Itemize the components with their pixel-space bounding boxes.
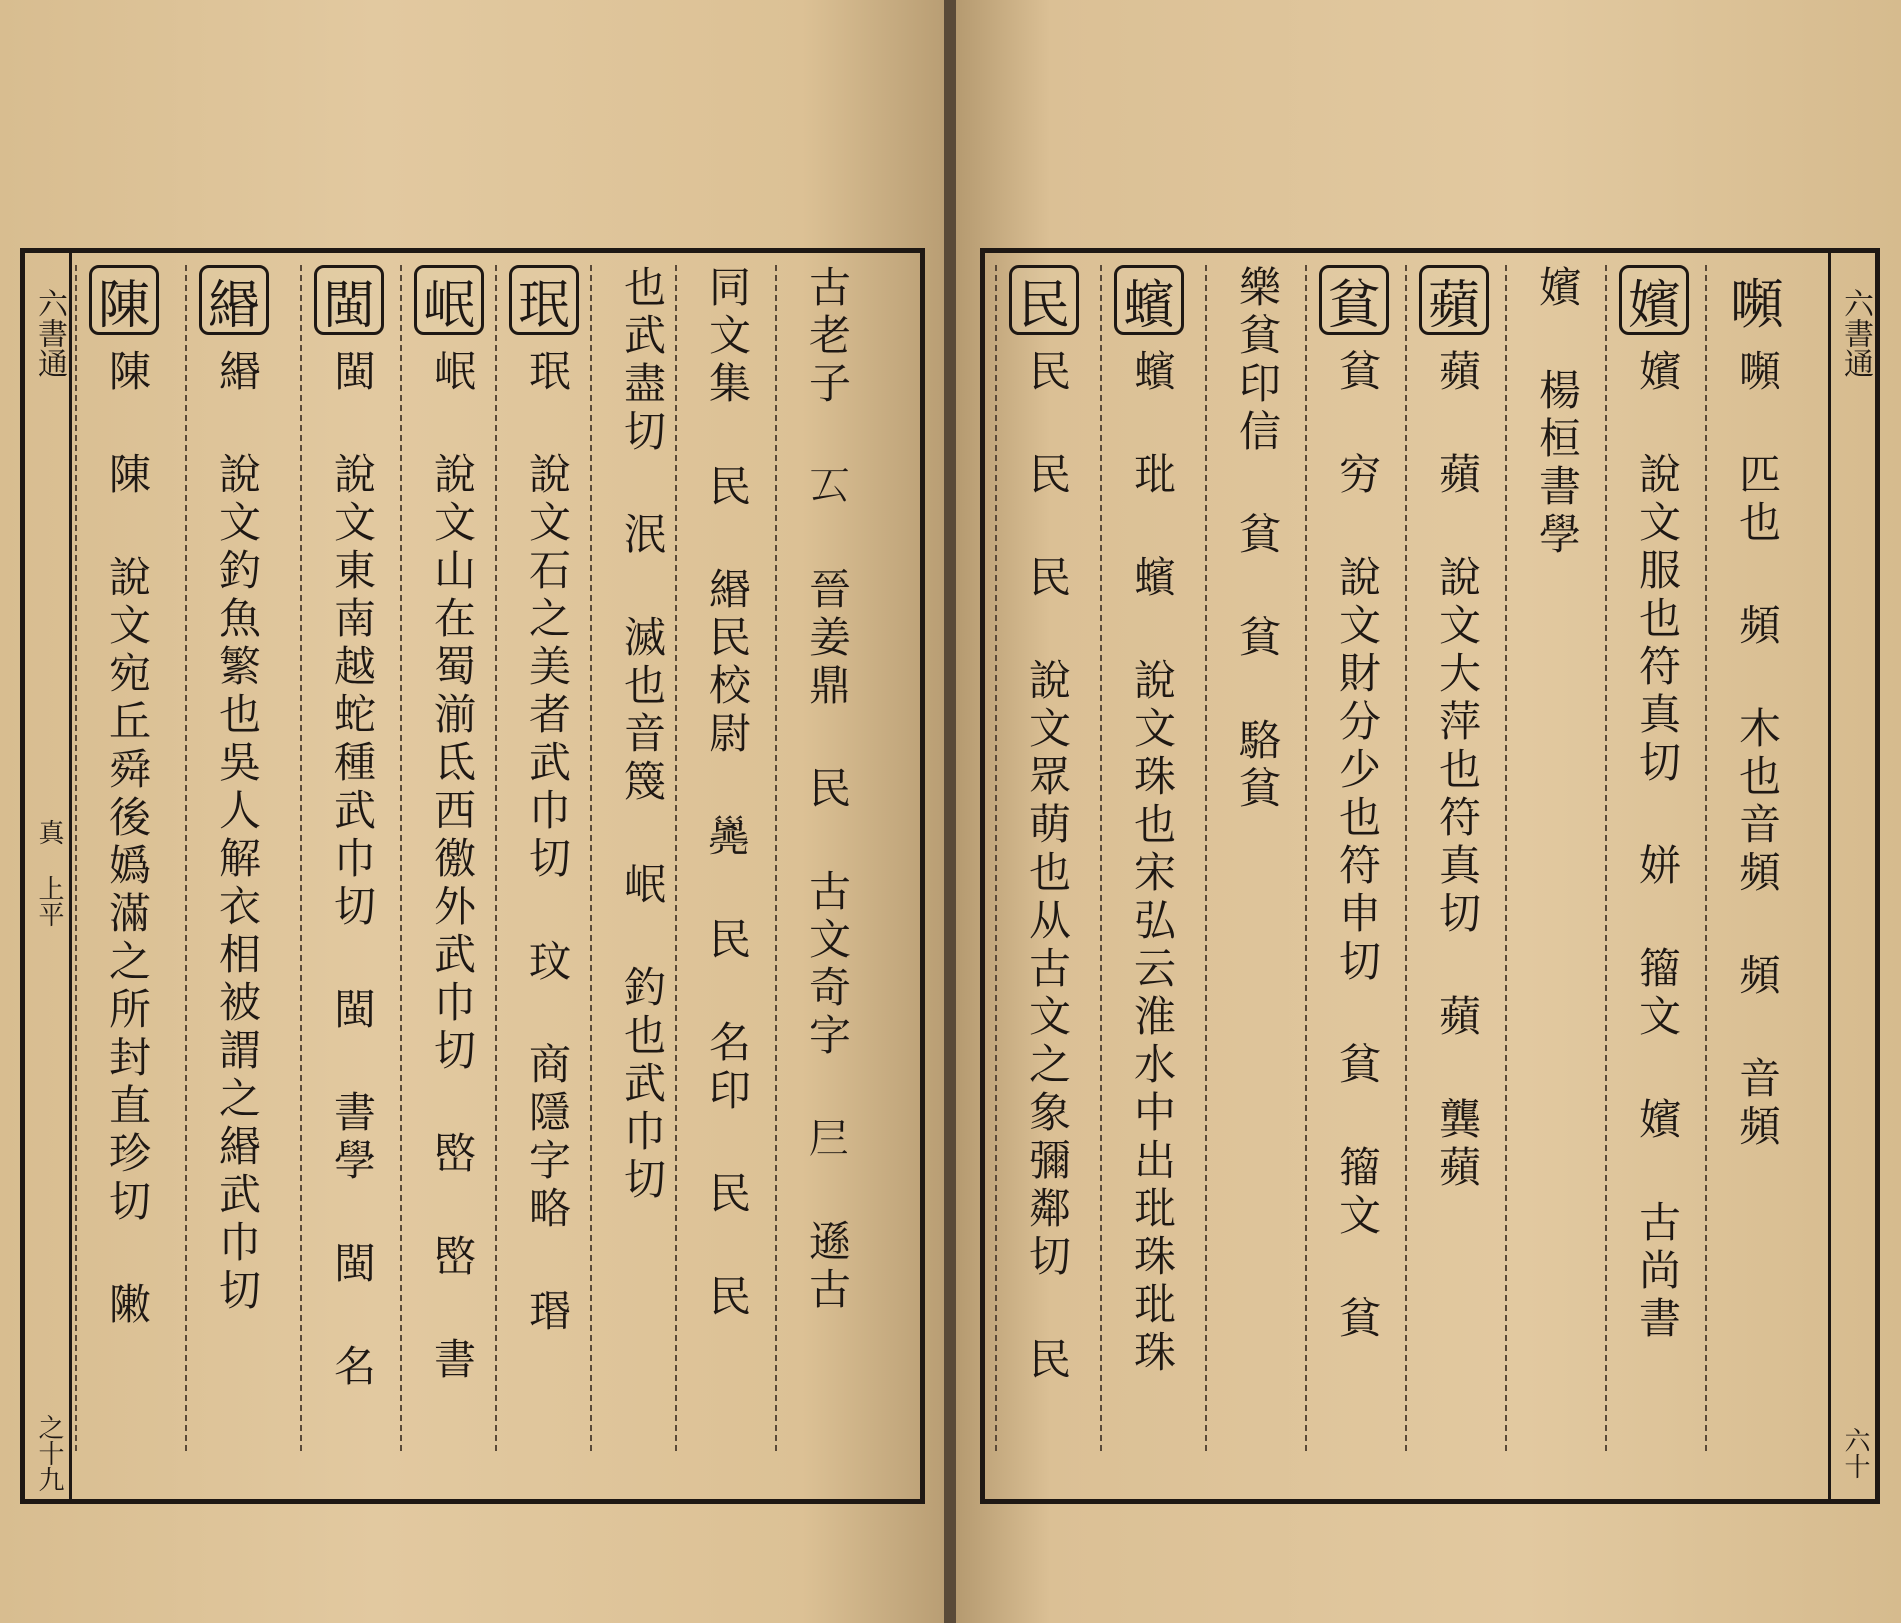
left-column-5 — [400, 265, 502, 1451]
left-page-frame — [20, 248, 925, 1504]
column-text: 閩 說文東南越蛇種武巾切 閩 書學 閩 名 — [328, 349, 377, 1392]
left-column-3 — [590, 265, 692, 1451]
left-edge-folio: 之十九 — [34, 1414, 64, 1492]
column-text: 貧 穷 說文財分少也符申切 貧 籀文 貧 — [1333, 349, 1382, 1344]
character-head: 嚬 — [1730, 272, 1784, 336]
column-text: 樂貧印信 貧 貧 駱貧 — [1233, 265, 1282, 814]
left-edge-strip — [25, 253, 72, 1499]
column-text: 緡 說文釣魚繁也吳人解衣相被謂之緡武巾切 — [213, 349, 262, 1316]
left-column-4 — [495, 265, 597, 1451]
character-head-box: 蠙 — [1114, 265, 1184, 335]
right-column-0 — [1705, 265, 1807, 1451]
column-text: 同文集 民 緡民校尉 𢀈 民 名印 民 民 — [703, 265, 752, 1322]
character-head-box: 緡 — [199, 265, 269, 335]
right-column-7 — [995, 265, 1097, 1451]
column-text: 嬪 說文服也符真切 姘 籀文 嬪 古尚書 — [1633, 349, 1682, 1344]
column-text: 蠙 玭 蠙 說文珠也宋弘云淮水中出玭珠玭珠 — [1128, 349, 1177, 1378]
character-head-box: 陳 — [89, 265, 159, 335]
character-head-box: 岷 — [414, 265, 484, 335]
character-head-box: 珉 — [509, 265, 579, 335]
left-column-7 — [185, 265, 287, 1451]
left-edge-section: 真 上平 — [34, 819, 64, 927]
right-column-4 — [1305, 265, 1407, 1451]
character-head-box: 民 — [1009, 265, 1079, 335]
left-column-8 — [75, 265, 177, 1451]
right-page — [956, 0, 1901, 1623]
column-text: 岷 說文山在蜀湔氐西徼外武巾切 㟩 㟩 書 — [428, 349, 477, 1385]
column-text: 也武盡切 泯 滅也音篾 岷 釣也武巾切 — [618, 265, 667, 1205]
character-head-box: 蘋 — [1419, 265, 1489, 335]
column-text: 古老子 𠫔 晉姜鼎 民 古文奇字 𡰥 遜古 — [803, 265, 852, 1315]
right-column-5 — [1205, 265, 1307, 1451]
right-column-2 — [1505, 265, 1607, 1451]
left-edge-title: 六書通 — [32, 288, 67, 378]
character-head-box: 嬪 — [1619, 265, 1689, 335]
column-text: 蘋 蘋 說文大萍也符真切 蘋 龔蘋 — [1433, 349, 1482, 1193]
right-edge-strip — [1828, 253, 1875, 1499]
left-page — [0, 0, 944, 1623]
right-column-6 — [1100, 265, 1202, 1451]
right-column-1 — [1605, 265, 1707, 1451]
column-text: 嬪 楊桓書學 — [1533, 265, 1582, 560]
left-column-6 — [300, 265, 402, 1451]
character-head-box: 閩 — [314, 265, 384, 335]
character-head-box: 貧 — [1319, 265, 1389, 335]
column-text: 珉 說文石之美者武巾切 玟 商隱字略 瑉 — [523, 349, 572, 1337]
column-text: 嚬 匹也 頻 木也音頻 頻 音頻 — [1733, 349, 1782, 1152]
book-gutter — [944, 0, 956, 1623]
right-edge-title: 六書通 — [1838, 288, 1873, 378]
right-edge-folio: 六十 — [1840, 1427, 1870, 1479]
right-page-frame — [980, 248, 1880, 1504]
column-text: 民 民 民 說文眾萌也从古文之象彌鄰切 民 — [1023, 349, 1072, 1385]
right-column-3 — [1405, 265, 1507, 1451]
left-column-1 — [775, 265, 877, 1451]
column-text: 陳 陳 說文宛丘舜後嬀滿之所封直珍切 敶 — [103, 349, 152, 1330]
